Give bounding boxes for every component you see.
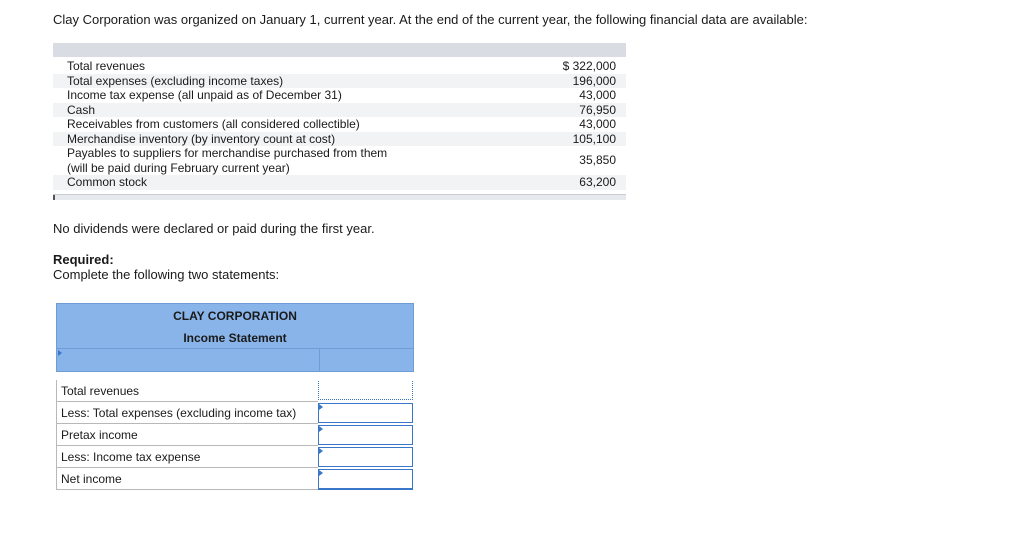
dividends-note: No dividends were declared or paid during the first year. <box>53 221 375 236</box>
pretax-income-input[interactable] <box>318 425 413 445</box>
row-label: Total revenues <box>67 59 146 73</box>
row-label: Net income <box>56 468 318 490</box>
row-label: Total expenses (excluding income taxes) <box>67 73 284 88</box>
income-tax-expense-input[interactable] <box>318 447 413 467</box>
row-label: Payables to suppliers for merchandise purchased from them (will be paid during February current year) <box>67 146 388 175</box>
row-label: Less: Income tax expense <box>56 446 318 468</box>
row-amount: 43,000 <box>579 88 616 102</box>
row-amount: 196,000 <box>572 73 616 88</box>
row-label: Pretax income <box>56 424 318 446</box>
row-label: Merchandise inventory (by inventory count at cost) <box>67 131 336 146</box>
table-row <box>53 74 626 89</box>
row-amount: $ 322,000 <box>562 59 616 73</box>
statement-header <box>56 303 414 348</box>
table-row <box>53 146 626 175</box>
row-label: Receivables from customers (all considered collectible) <box>67 117 360 131</box>
table-row <box>53 88 626 103</box>
cell-marker-icon <box>319 426 323 432</box>
table-row <box>53 59 626 74</box>
cell-marker-icon <box>319 448 323 454</box>
net-income-input[interactable] <box>318 469 413 490</box>
total-expenses-input[interactable] <box>318 403 413 423</box>
table-row <box>53 117 626 132</box>
row-label: Total revenues <box>56 380 318 402</box>
total-revenues-input[interactable] <box>318 381 413 400</box>
financial-data-table <box>53 43 626 200</box>
required-label: Required: <box>53 252 114 267</box>
table-row <box>53 132 626 147</box>
cell-marker-icon <box>319 470 323 476</box>
row-amount: 76,950 <box>579 102 616 117</box>
row-label: Less: Total expenses (excluding income tax) <box>56 402 318 424</box>
row-label: Common stock <box>67 175 148 189</box>
table-row <box>53 175 626 190</box>
row-amount: 63,200 <box>579 175 616 189</box>
table-row <box>53 103 626 118</box>
company-name: CLAY CORPORATION <box>173 309 297 323</box>
cell-marker-icon <box>319 404 323 410</box>
row-amount: 105,100 <box>572 131 616 146</box>
statement-row <box>56 380 414 402</box>
row-label: Cash <box>67 102 96 117</box>
required-text: Complete the following two statements: <box>53 267 280 282</box>
table-header <box>53 43 626 57</box>
statement-row <box>56 446 414 468</box>
statement-row <box>56 424 414 446</box>
statement-row <box>56 402 414 424</box>
intro-text: Clay Corporation was organized on January 1, current year. At the end of the current year, the following financial data are available: <box>53 12 808 27</box>
table-footer <box>53 194 626 200</box>
row-amount: 43,000 <box>579 117 616 131</box>
statement-row <box>56 468 414 490</box>
cell-marker-icon <box>58 350 62 356</box>
statement-date-row[interactable] <box>56 348 414 372</box>
income-statement <box>56 303 414 490</box>
row-amount: 35,850 <box>579 153 616 168</box>
statement-title: Income Statement <box>183 331 287 345</box>
row-label: Income tax expense (all unpaid as of December 31) <box>67 88 342 102</box>
